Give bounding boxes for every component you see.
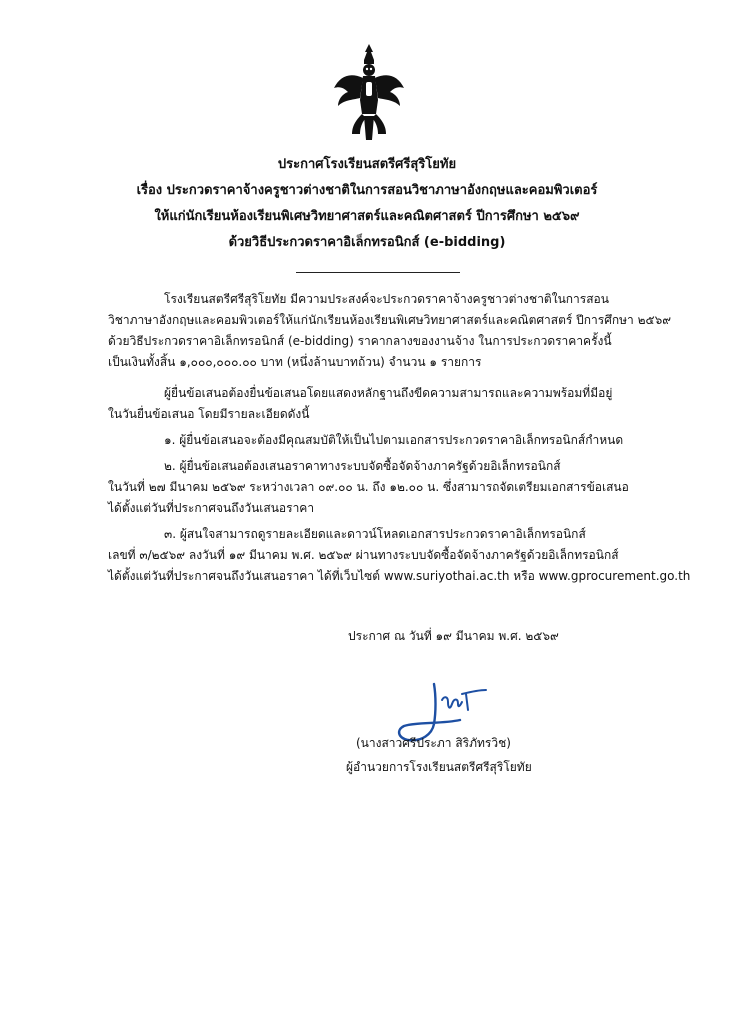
paragraph-1 xyxy=(108,289,698,373)
item-3-line-2: เลขที่ ๓/๒๕๖๙ ลงวันที่ ๑๙ มีนาคม พ.ศ. ๒๕๖๙ ผ่านทางระบบจัดซื้อจัดจ้างภาครัฐด้วยอิเล็กทรอนิกส์ xyxy=(108,548,619,562)
item-2-line-1: ๒. ผู้ยื่นข้อเสนอต้องเสนอราคาทางระบบจัดซื้อจัดจ้างภาครัฐด้วยอิเล็กทรอนิกส์ xyxy=(164,459,561,473)
item-1 xyxy=(108,430,698,451)
signer-name: (นางสาวศรีประภา สิริภัทรวิช) xyxy=(356,736,511,750)
announcement-date: ประกาศ ณ วันที่ ๑๙ มีนาคม พ.ศ. ๒๕๖๙ xyxy=(348,629,559,643)
item-2 xyxy=(108,456,698,519)
subject-line-2: ให้แก่นักเรียนห้องเรียนพิเศษวิทยาศาสตร์และคณิตศาสตร์ ปีการศึกษา ๒๕๖๙ xyxy=(154,209,580,224)
item-3-line-3: ได้ตั้งแต่วันที่ประกาศจนถึงวันเสนอราคา ได้ที่เว็บไซต์ www.suriyothai.ac.th หรือ www.gprocurement.go.th xyxy=(108,569,691,583)
item-2-line-2: ในวันที่ ๒๗ มีนาคม ๒๕๖๙ ระหว่างเวลา ๐๙.๐๐ น. ถึง ๑๒.๐๐ น. ซึ่งสามารถจัดเตรียมเอกสารข้อเสนอ xyxy=(108,480,629,494)
divider xyxy=(296,272,460,273)
paragraph-1-line-2: วิชาภาษาอังกฤษและคอมพิวเตอร์ให้แก่นักเรียนห้องเรียนพิเศษวิทยาศาสตร์และคณิตศาสตร์ ปีการศึกษา ๒๕๖๙ xyxy=(108,313,671,327)
item-1-line-1: ๑. ผู้ยื่นข้อเสนอจะต้องมีคุณสมบัติให้เป็นไปตามเอกสารประกวดราคาอิเล็กทรอนิกส์กำหนด xyxy=(164,433,624,447)
subject-line-3: ด้วยวิธีประกวดราคาอิเล็กทรอนิกส์ (e-bidding) xyxy=(228,235,506,250)
paragraph-2 xyxy=(108,383,698,425)
garuda-emblem-icon xyxy=(330,42,408,142)
document-title: ประกาศโรงเรียนสตรีศรีสุริโยทัย xyxy=(277,157,457,172)
item-3 xyxy=(108,524,698,587)
subject-line-1: เรื่อง ประกวดราคาจ้างครูชาวต่างชาติในการสอนวิชาภาษาอังกฤษและคอมพิวเตอร์ xyxy=(136,183,598,198)
paragraph-1-line-1: โรงเรียนสตรีศรีสุริโยทัย มีความประสงค์จะประกวดราคาจ้างครูชาวต่างชาติในการสอน xyxy=(164,292,609,306)
signer-title: ผู้อำนวยการโรงเรียนสตรีศรีสุริโยทัย xyxy=(346,760,532,774)
item-3-line-1: ๓. ผู้สนใจสามารถดูรายละเอียดและดาวน์โหลดเอกสารประกวดราคาอิเล็กทรอนิกส์ xyxy=(164,527,586,541)
paragraph-2-line-1: ผู้ยื่นข้อเสนอต้องยื่นข้อเสนอโดยแสดงหลักฐานถึงขีดความสามารถและความพร้อมที่มีอยู่ xyxy=(164,386,613,400)
paragraph-2-line-2: ในวันยื่นข้อเสนอ โดยมีรายละเอียดดังนี้ xyxy=(108,407,310,421)
item-2-line-3: ได้ตั้งแต่วันที่ประกาศจนถึงวันเสนอราคา xyxy=(108,501,315,515)
paragraph-1-line-4: เป็นเงินทั้งสิ้น ๑,๐๐๐,๐๐๐.๐๐ บาท (หนึ่งล้านบาทถ้วน) จำนวน ๑ รายการ xyxy=(108,355,482,369)
paragraph-1-line-3: ด้วยวิธีประกวดราคาอิเล็กทรอนิกส์ (e-bidding) ราคากลางของงานจ้าง ในการประกวดราคาครั้งนี้ xyxy=(108,334,612,348)
